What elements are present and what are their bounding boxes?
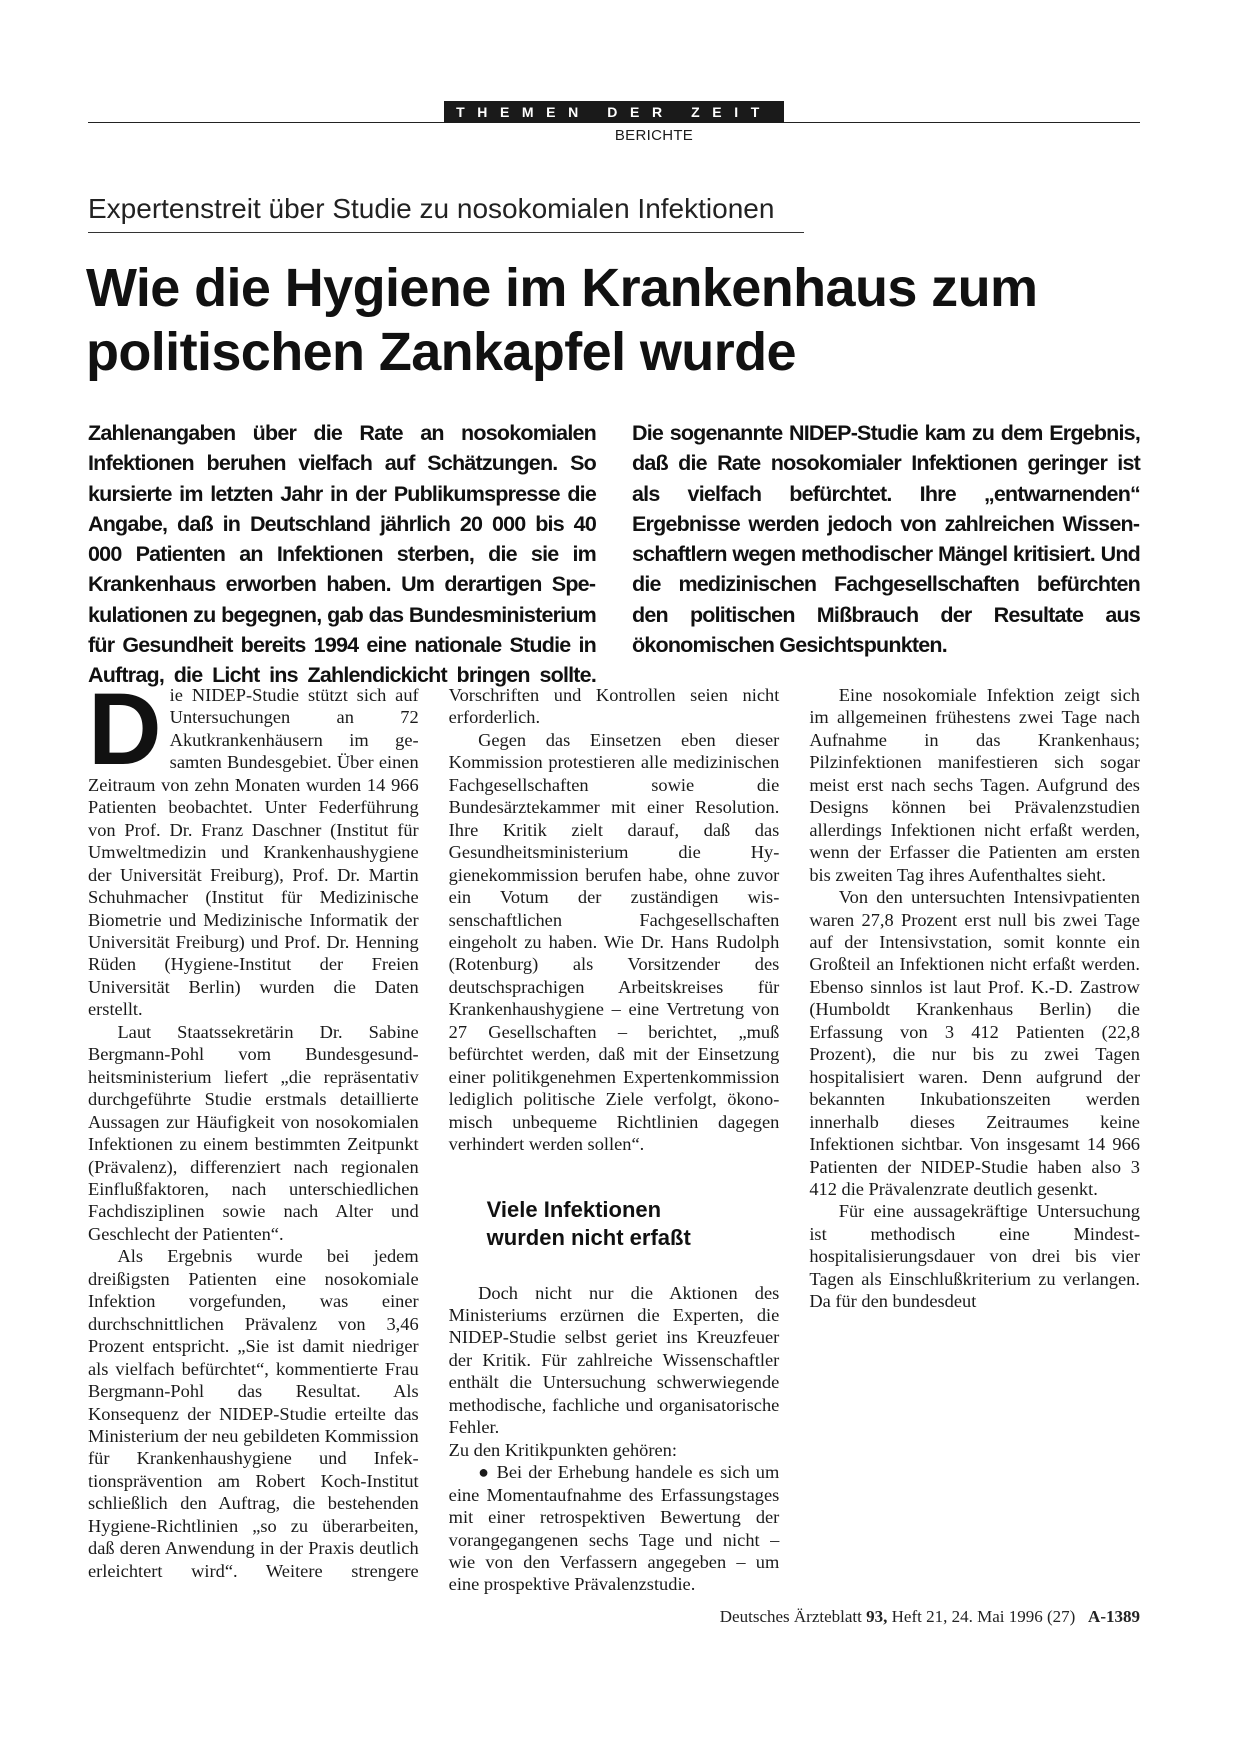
journal-volume: 93, — [866, 1607, 888, 1626]
article-body — [88, 672, 1140, 1604]
section-label: THEMEN DER ZEIT — [444, 101, 784, 123]
journal-issue: Heft 21, 24. Mai 1996 (27) — [891, 1607, 1076, 1626]
section-subheading: Viele Infektionen wurden nicht erfaßt — [486, 1196, 691, 1250]
journal-name: Deutsches Ärzteblatt — [719, 1607, 862, 1626]
paragraph: Von den untersuchten Intensivpatienten waren 27,8 Prozent erst null bis zwei Tage auf der Intensivstation, somit konnte ein Großteil an Infektionen nicht erfaßt werden. Ebenso sinnlos ist laut Prof. K.-D. Zastrow (Humboldt Krankenhaus Berlin) die Erfassung von 3 412 Patienten (22,8 Prozent), die nur bis zu zwei Tagen hospitalisiert waren. Denn aufgrund der bekannten Inkubationszeiten werden innerhalb dieses Zeitraumes keine Infektionen sichtbar. Von insgesamt 14 966 Patienten der NIDEP-Studie haben also 3 412 die Prävalenzrate deutlich gesenkt. — [809, 887, 1140, 1199]
paragraph: Für eine aussagekräftige Untersuchung ist methodisch eine Mindesthospitalisierungsdauer von drei bis vier Tagen als Einschlußkriterium zu verlangen. Da für den bundesdeut — [809, 1201, 1140, 1312]
article-overline: Expertenstreit über Studie zu nosokomialen Infektionen — [88, 193, 775, 224]
bullet-icon: ● — [478, 1462, 491, 1483]
headline-line-2: politischen Zankapfel wurde — [86, 322, 796, 382]
paragraph: Gegen das Einsetzen eben dieser Kommission protestieren alle medizinischen Fachgesellschaften sowie die Bundesärztekammer mit einer Resolution. Ihre Kritik zielt darauf, daß das Gesundheitsministerium die Hygienekommission berufen habe, ohne zuvor ein Votum der zuständigen wissenschaftlichen Fachgesellschaften eingeholt zu haben. Wie Dr. Hans Rudolph (Rotenburg) als Vorsitzender des deutschsprachigen Arbeitskreises für Krankenhaushygiene – eine Vertretung von 27 Gesellschaften – berichtet, „muß befürchtet werden, daß mit der Einsetzung einer politikgenehmen Expertenkommission lediglich politische Ziele verfolgt, ökonomisch unbequeme Richtlinien dagegen verhindert werden sollen“. — [448, 729, 780, 1155]
article-lead: Zahlenangaben über die Rate an nosokomialen Infektionen beruhen vielfach auf Schätzungen. So kursierte im letzten Jahr in der Publikumspresse die Angabe, daß in Deutschland jährlich 20 000 bis 40 000 Patienten an Infektionen sterben, die sie im Krankenhaus erworben haben. Um derartigen Spekulationen zu begegnen, gab das Bundesministerium für Gesundheit bereits 1994 eine nationale Studie in Auftrag, die Licht ins Zahlendickicht bringen sollte. Die sogenannte NIDEP-Studie kam zu dem Ergebnis, daß die Rate nosokomialer Infektionen geringer ist als vielfach befürchtet. Ihre „entwarnenden“ Ergebnisse werden jedoch von zahlreichen Wissenschaftlern wegen methodischer Mängel kritisiert. Und die medizinischen Fachgesellschaften befürchten den politischen Mißbrauch der Resultate aus ökonomischen Gesichtspunkten. — [88, 421, 1140, 688]
paragraph: Doch nicht nur die Aktionen des Ministeriums erzürnen die Experten, die NIDEP-Studie selbst geriet ins Kreuzfeuer der Kritik. Für zahlreiche Wissenschaftler enthält die Untersuchung schwerwiegende methodische, fachliche und organisatorische Fehler. — [448, 1282, 780, 1438]
paragraph: Laut Staatssekretärin Dr. Sabine Bergmann-Pohl vom Bundesgesundheitsministerium liefert „die repräsentativ durchgeführte Studie erstmals detaillierte Aussagen zur Häufigkeit von nosokomialen Infektionen zu einem bestimmten Zeitpunkt (Prävalenz), differenziert nach regionalen Einflußfaktoren, nach unterschiedlichen Fachdisziplinen sowie nach Alter und Geschlecht der Patienten“. — [88, 1021, 419, 1244]
article-headline — [86, 256, 1146, 384]
subsection-label: BERICHTE — [614, 127, 694, 144]
headline-line-1: Wie die Hygiene im Krankenhaus zum — [86, 258, 1038, 318]
page-footer — [720, 1607, 1140, 1627]
paragraph: Die NIDEP-Studie stützt sich auf Untersuchungen an 72 Akutkrankenhäusern im gesamten Bundesgebiet. Über einen Zeitraum von zehn Monaten wurden 14 966 Patienten beobachtet. Unter Federführung von Prof. Dr. Franz Daschner (Institut für Umweltmedizin und Krankenhaushygiene der Universität Freiburg), Prof. Dr. Martin Schuhmacher (Institut für Medizinische Biometrie und Medizinische Informatik der Universität Freiburg) und Prof. Dr. Henning Rüden (Hygiene-Institut der Freien Universität Berlin) wurden die Daten erstellt. — [88, 672, 419, 1020]
paragraph: Eine nosokomiale Infektion zeigt sich im allgemeinen frühestens zwei Tage nach Aufnahme in das Krankenhaus; Pilzinfektionen manifestieren sich sogar meist erst nach sechs Tagen. Aufgrund des Designs können bei Prävalenzstudien allerdings Infektionen nicht erfaßt werden, wenn der Erfasser die Patienten am ersten bis zweiten Tag ihres Aufenthaltes sieht. — [809, 685, 1140, 885]
page-number: A-1389 — [1088, 1607, 1140, 1626]
paragraph: Zu den Kritikpunkten gehören: — [448, 1439, 677, 1460]
overline-rule — [88, 232, 804, 233]
drop-cap: D — [88, 672, 162, 786]
bullet-paragraph: ● Bei der Erhebung handele es sich um eine Momentaufnahme des Erfassungstages mit einer retrospektiven Bewertung der vorangegangenen sechs Tage und nicht – wie von den Verfassern angegeben – um eine prospektive Prävalenzstudie. — [448, 1462, 780, 1595]
paragraph: Als Ergebnis wurde bei jedem dreißigsten Patienten eine nosokomiale Infektion vorgefunden, was einer durchschnittlichen Prävalenz von 3,46 Prozent entspricht. „Sie ist damit niedriger als vielfach befürchtet“, kommentierte Frau Bergmann-Pohl das Resultat. Als Konsequenz der NIDEP-Studie erteilte das Ministerium der neu gebildeten Kommission für Krankenhaushygiene und Infektionsprävention am Robert Koch-Institut schließlich den Auftrag, die bestehenden Hygiene-Richtlinien „so zu überarbeiten, daß deren Anwendung in der Praxis deutlich erleichtert wird“. Weitere strengere Vorschriften und Kontrollen seien nicht erforderlich. — [88, 685, 780, 1581]
